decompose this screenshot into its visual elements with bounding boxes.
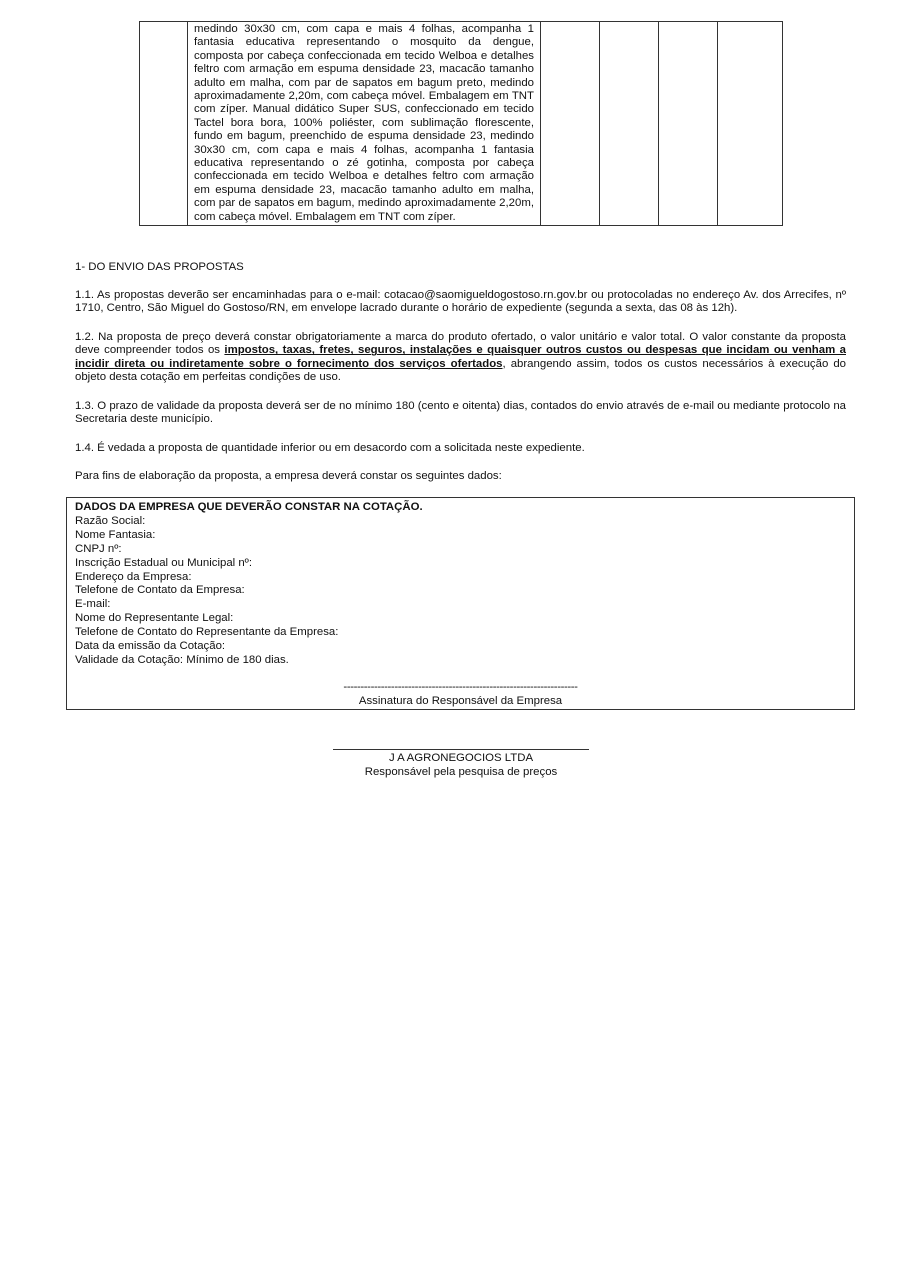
paragraph-1-2-start: 1.2. Na proposta de preço deverá constar obrigatoriamente a marca do produto ofertado, o valor unitário e valor total. O valor constante da proposta deve compreender todos os (75, 331, 846, 357)
field-cnpj: CNPJ nº: (75, 542, 122, 555)
section-heading: 1- DO ENVIO DAS PROPOSTAS (75, 261, 244, 273)
paragraph-instructions: Para fins de elaboração da proposta, a empresa deverá constar os seguintes dados: (75, 470, 502, 482)
field-telefone-representante: Telefone de Contato do Representante da Empresa: (75, 626, 339, 639)
unit-cell (541, 22, 600, 226)
field-razao-social: Razão Social: (75, 515, 146, 527)
signature-rule (333, 749, 589, 750)
company-data-box (66, 497, 855, 710)
total-price-cell (718, 22, 783, 226)
company-name: J A AGRONEGOCIOS LTDA (388, 752, 534, 764)
company-data-title: DADOS DA EMPRESA QUE DEVERÃO CONSTAR NA COTAÇÃO. (75, 501, 423, 513)
responsible-role: Responsável pela pesquisa de preços (364, 766, 558, 778)
paragraph-1-3: 1.3. O prazo de validade da proposta deverá ser de no mínimo 180 (cento e oitenta) dias, contados do envio através de e-mail ou mediante protocolo na Secretaria deste município. (75, 400, 846, 426)
field-nome-fantasia: Nome Fantasia: (75, 528, 156, 541)
paragraph-1-2-emphasis: impostos, taxas, fretes, seguros, instalações e quaisquer outros custos ou despesas que incidam ou venham a incidir direta ou indiretamente sobre o fornecimento dos serviços ofertados (75, 344, 846, 370)
signature-line: --------------------------------------------------------------------- (343, 681, 578, 693)
paragraph-1-2-end: , abrangendo assim, todos os custos necessários à execução do objeto desta cotação em perfeitas condições de uso. (75, 357, 846, 384)
signature-label: Assinatura do Responsável da Empresa (358, 695, 563, 707)
field-email: E-mail: (75, 598, 111, 611)
paragraph-1-4: 1.4. É vedada a proposta de quantidade inferior ou em desacordo com a solicitada neste expediente. (75, 442, 585, 454)
unit-price-cell (659, 22, 718, 226)
paragraph-1-1: 1.1. As propostas deverão ser encaminhadas para o e-mail: cotacao@saomigueldogostoso.rn.gov.br ou protocoladas no endereço Av. dos Arrecifes, nº 1710, Centro, São Miguel do Gostoso/RN, em envelope lacrado durante o horário de expediente (segunda a sexta, das 08 às 12h). (75, 289, 846, 315)
table-row (140, 22, 783, 226)
item-description-cell: medindo 30x30 cm, com capa e mais 4 folhas, acompanha 1 fantasia educativa representando o mosquito da dengue, composta por cabeça confeccionada em tecido Welboa e detalhes feltro com armação em espuma densidade 23, macacão tamanho adulto em malha, com par de sapatos em bagum preto, medindo aproximadamente 2,20m, com cabeça móvel. Embalagem em TNT com zíper. Manual didático Super SUS, confeccionado em tecido Tactel bora bora, 100% poliéster, com sublimação florescente, fundo em bagum, preenchido de espuma densidade 23, medindo 30x30 cm, com capa e mais 4 folhas, acompanha 1 fantasia educativa representando o zé gotinha, composta por cabeça confeccionada em tecido Welboa e detalhes feltro com armação em espuma densidade 23, macacão tamanho adulto em malha, com par de sapatos em bagum, medindo aproximadamente 2,20m, com cabeça móvel. Embalagem em TNT com zíper. (188, 22, 541, 226)
paragraph-1-2 (75, 331, 846, 385)
field-representante: Nome do Representante Legal: (75, 612, 234, 625)
item-number-cell (140, 22, 188, 226)
company-fields-list (75, 515, 338, 668)
field-data-emissao: Data da emissão da Cotação: (75, 640, 226, 653)
field-endereco: Endereço da Empresa: (75, 570, 192, 583)
quantity-cell (600, 22, 659, 226)
field-validade: Validade da Cotação: Mínimo de 180 dias. (75, 653, 289, 666)
field-telefone-empresa: Telefone de Contato da Empresa: (75, 584, 245, 597)
items-table (139, 21, 783, 226)
field-inscricao: Inscrição Estadual ou Municipal nº: (75, 556, 253, 569)
